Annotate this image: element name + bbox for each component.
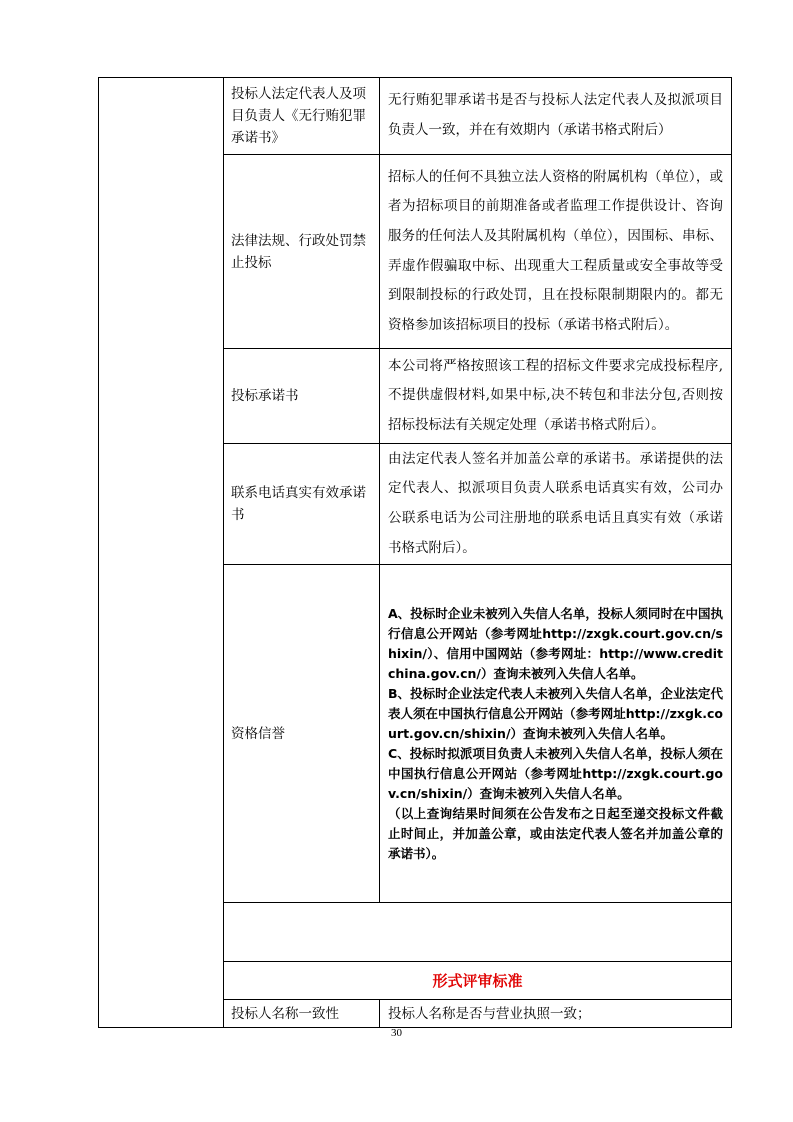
merged-category-cell [99,78,224,1028]
qualification-item-c: C、投标时拟派项目负责人未被列入失信人名单，投标人须在中国执行信息公开网站（参考网址http://zxgk.court.gov.cn/shixin/）查询未被列入失信人名单。 [388,745,723,801]
criterion-label: 资格信誉 [224,565,380,903]
table-row [99,78,732,155]
qualification-text [380,565,732,903]
criterion-text: 投标人名称是否与营业执照一致； [380,1000,732,1028]
criterion-text: 本公司将严格按照该工程的招标文件要求完成投标程序,不提供虚假材料,如果中标,决不转包和非法分包,否则按招标投标法有关规定处理（承诺书格式附后）。 [380,349,732,444]
page-number: 30 [391,1027,402,1039]
criteria-table [98,77,732,1028]
criterion-text: 由法定代表人签名并加盖公章的承诺书。承诺提供的法定代表人、拟派项目负责人联系电话真实有效，公司办公联系电话为公司注册地的联系电话且真实有效（承诺书格式附后）。 [380,444,732,565]
criterion-text: 无行贿犯罪承诺书是否与投标人法定代表人及拟派项目负责人一致，并在有效期内（承诺书格式附后） [380,78,732,155]
empty-cell [224,903,732,962]
criterion-label: 投标人法定代表人及项目负责人《无行贿犯罪承诺书》 [224,78,380,155]
criterion-label: 投标人名称一致性 [224,1000,380,1028]
criterion-label: 投标承诺书 [224,349,380,444]
criterion-label: 联系电话真实有效承诺书 [224,444,380,565]
qualification-item-a: A、投标时企业未被列入失信人名单，投标人须同时在中国执行信息公开网站（参考网址http://zxgk.court.gov.cn/shixin/）、信用中国网站（参考网址：http://www.creditchina.gov.cn/）查询未被列入失信人名单。 [388,605,723,681]
section-heading: 形式评审标准 [224,962,732,1000]
criterion-label: 法律法规、行政处罚禁止投标 [224,155,380,349]
qualification-item-b: B、投标时企业法定代表人未被列入失信人名单，企业法定代表人须在中国执行信息公开网站（参考网址http://zxgk.court.gov.cn/shixin/）查询未被列入失信人名单。 [388,685,723,741]
qualification-note: （以上查询结果时间须在公告发布之日起至递交投标文件截止时间止，并加盖公章，或由法定代表人签名并加盖公章的承诺书）。 [388,805,723,861]
criterion-text: 招标人的任何不具独立法人资格的附属机构（单位），或者为招标项目的前期准备或者监理工作提供设计、咨询服务的任何法人及其附属机构（单位），因围标、串标、弄虚作假骗取中标、出现重大工程质量或安全事故等受到限制投标的行政处罚，且在投标限制期限内的。都无资格参加该招标项目的投标（承诺书格式附后）。 [380,155,732,349]
